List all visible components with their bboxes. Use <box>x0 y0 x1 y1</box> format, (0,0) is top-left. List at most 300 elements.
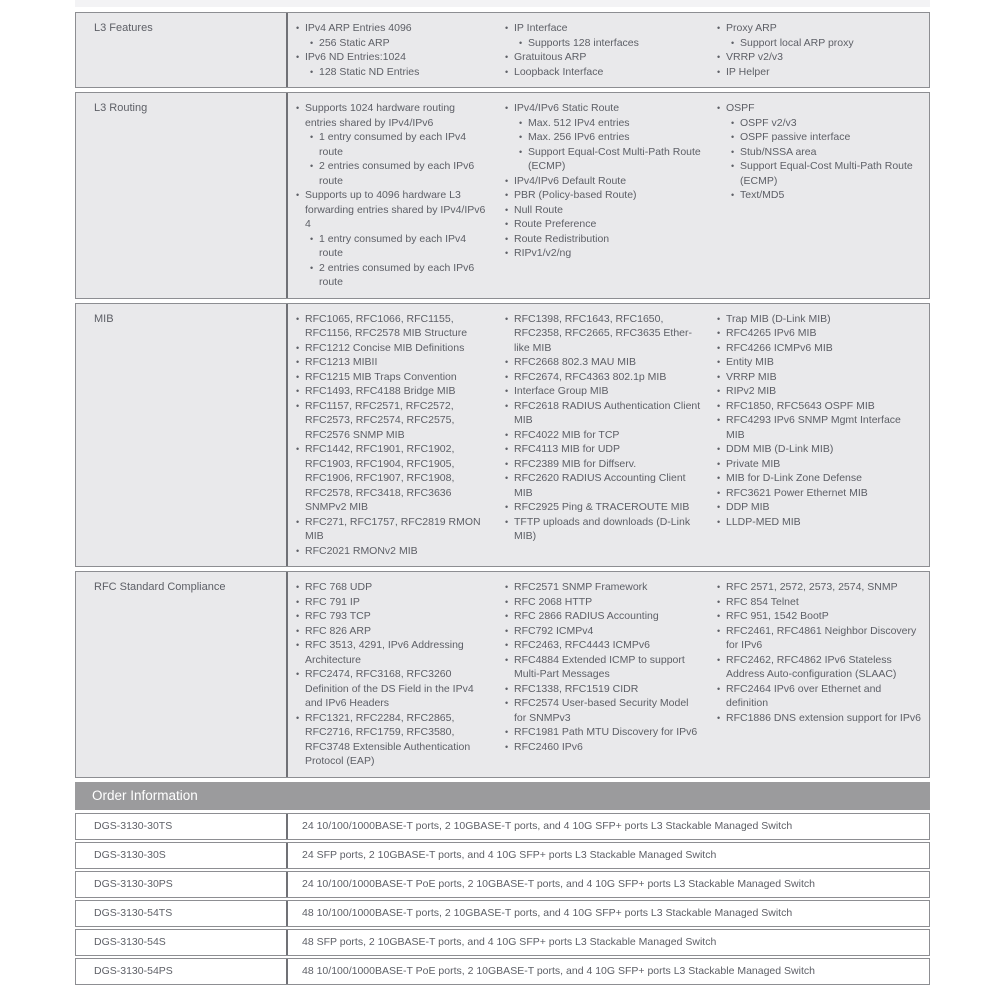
bullet-item <box>505 188 701 203</box>
bullet-text: VRRP MIB <box>726 370 777 383</box>
spec-row-label: MIB <box>76 304 288 567</box>
bullet-item <box>505 50 701 65</box>
bullet-text: Max. 256 IPv6 entries <box>528 131 630 143</box>
bullet-dot-icon: • <box>717 458 721 469</box>
bullet-dot-icon: • <box>505 204 509 215</box>
bullet-dot-icon: • <box>717 52 721 62</box>
bullet-item <box>717 341 921 356</box>
bullet-item <box>717 101 921 116</box>
spec-column <box>497 101 709 290</box>
sub-bullet-item <box>310 36 489 51</box>
bullet-item <box>717 355 921 370</box>
bullet-item <box>505 595 701 610</box>
sub-bullet-item <box>519 145 701 174</box>
bullet-dot-icon: • <box>296 611 300 621</box>
bullet-text: RFC 2068 HTTP <box>514 595 593 608</box>
spec-row-content <box>288 304 929 567</box>
bullet-dot-icon: • <box>731 117 735 128</box>
bullet-text: RFC1981 Path MTU Discovery for IPv6 <box>514 726 698 738</box>
sub-bullet-item <box>519 130 701 145</box>
bullet-text: OSPF v2/v3 <box>740 116 797 129</box>
spec-column <box>709 101 929 290</box>
bullet-item <box>505 428 701 443</box>
bullet-dot-icon: • <box>505 582 509 592</box>
bullet-item <box>505 515 701 544</box>
bullet-item <box>505 682 701 697</box>
bullet-text: RFC2462, RFC4862 IPv6 Stateless Address Auto-configuration (SLAAC) <box>726 653 897 680</box>
order-row <box>75 871 930 898</box>
bullet-item <box>505 246 701 261</box>
spec-row <box>75 571 930 778</box>
bullet-dot-icon: • <box>505 371 509 382</box>
order-description: 24 10/100/1000BASE-T PoE ports, 2 10GBASE-T ports, and 4 10G SFP+ ports L3 Stackable Managed Switch <box>302 878 815 890</box>
bullet-item <box>296 515 489 544</box>
bullet-dot-icon: • <box>296 582 300 592</box>
bullet-item <box>717 457 921 472</box>
bullet-text: IPv4/IPv6 Static Route <box>514 102 620 114</box>
bullet-text: LLDP-MED MIB <box>726 515 801 528</box>
bullet-item <box>505 457 701 472</box>
bullet-text: RFC4113 MIB for UDP <box>514 443 620 455</box>
bullet-dot-icon: • <box>505 313 509 324</box>
bullet-dot-icon: • <box>505 727 509 737</box>
bullet-item <box>505 384 701 399</box>
bullet-item <box>505 624 701 639</box>
bullet-text: RIPv2 MIB <box>726 385 777 397</box>
bullet-item <box>505 471 701 500</box>
order-description: 48 10/100/1000BASE-T PoE ports, 2 10GBASE-T ports, and 4 10G SFP+ ports L3 Stackable Managed Switch <box>302 965 815 977</box>
bullet-item <box>717 413 921 442</box>
bullet-text: RFC4293 IPv6 SNMP Mgmt Interface MIB <box>726 414 901 441</box>
bullet-item <box>505 653 701 682</box>
bullet-item <box>717 442 921 457</box>
bullet-dot-icon: • <box>717 103 721 113</box>
spec-column <box>709 21 929 79</box>
bullet-text: RFC2389 MIB for Diffserv. <box>514 457 637 470</box>
bullet-dot-icon: • <box>505 625 509 636</box>
bullet-item <box>505 696 701 725</box>
bullet-dot-icon: • <box>296 640 300 650</box>
bullet-text: RFC 3513, 4291, IPv6 Addressing Architecture <box>305 639 464 666</box>
spec-column <box>709 312 929 559</box>
sub-bullet-item <box>731 116 921 131</box>
bullet-text: RFC2574 User-based Security Model for SNMPv3 <box>514 697 689 724</box>
bullet-text: Proxy ARP <box>726 22 777 34</box>
bullet-text: RFC2571 SNMP Framework <box>514 581 648 593</box>
bullet-item <box>505 370 701 385</box>
bullet-item <box>505 21 701 36</box>
specification-table <box>75 12 930 987</box>
bullet-dot-icon: • <box>505 190 509 200</box>
bullet-text: RFC 826 ARP <box>305 624 371 637</box>
bullet-item <box>296 312 489 341</box>
bullet-dot-icon: • <box>296 625 300 636</box>
bullet-dot-icon: • <box>717 516 721 527</box>
bullet-text: Entity MIB <box>726 356 774 368</box>
bullet-dot-icon: • <box>505 698 509 708</box>
bullet-item <box>296 384 489 399</box>
bullet-dot-icon: • <box>296 313 300 324</box>
bullet-dot-icon: • <box>731 37 735 48</box>
bullet-dot-icon: • <box>717 371 721 382</box>
bullet-text: RFC1321, RFC2284, RFC2865, RFC2716, RFC1759, RFC3580, RFC3748 Extensible Authentication Protocol (EAP) <box>305 711 471 767</box>
bullet-dot-icon: • <box>717 328 721 338</box>
bullet-dot-icon: • <box>731 190 735 200</box>
bullet-text: RFC2021 RMONv2 MIB <box>305 544 418 557</box>
bullet-text: OSPF passive interface <box>740 131 851 143</box>
bullet-text: RFC1850, RFC5643 OSPF MIB <box>726 399 875 412</box>
order-model: DGS-3130-30TS <box>76 814 288 839</box>
spec-row-content <box>288 13 929 87</box>
bullet-item <box>296 50 489 65</box>
bullet-dot-icon: • <box>505 741 509 752</box>
bullet-dot-icon: • <box>296 669 300 679</box>
order-model: DGS-3130-54PS <box>76 959 288 984</box>
bullet-dot-icon: • <box>731 132 735 142</box>
order-information-header <box>75 782 930 810</box>
bullet-item <box>717 326 921 341</box>
spec-column <box>497 580 709 769</box>
order-row <box>75 900 930 927</box>
bullet-dot-icon: • <box>505 175 509 186</box>
bullet-item <box>717 609 921 624</box>
bullet-text: 2 entries consumed by each IPv6 route <box>319 261 475 288</box>
bullet-dot-icon: • <box>717 625 721 636</box>
bullet-item <box>717 682 921 711</box>
sub-bullet-item <box>310 65 489 80</box>
bullet-text: Max. 512 IPv4 entries <box>528 116 630 129</box>
bullet-item <box>505 355 701 370</box>
bullet-item <box>717 65 921 80</box>
bullet-dot-icon: • <box>717 712 721 723</box>
bullet-text: RFC2460 IPv6 <box>514 740 583 753</box>
bullet-text: RFC792 ICMPv4 <box>514 624 594 637</box>
sub-bullet-item <box>310 261 489 290</box>
spec-column <box>709 580 929 769</box>
bullet-text: OSPF <box>726 102 755 114</box>
bullet-text: 2 entries consumed by each IPv6 route <box>319 160 475 187</box>
sub-bullet-item <box>731 159 921 188</box>
bullet-dot-icon: • <box>296 545 300 556</box>
bullet-text: IPv4 ARP Entries 4096 <box>305 22 412 34</box>
bullet-dot-icon: • <box>717 444 721 454</box>
bullet-text: RFC2461, RFC4861 Neighbor Discovery for IPv6 <box>726 624 917 651</box>
bullet-text: Trap MIB (D-Link MIB) <box>726 312 831 325</box>
bullet-text: RFC2463, RFC4443 ICMPv6 <box>514 639 650 651</box>
bullet-dot-icon: • <box>717 400 721 411</box>
bullet-text: PBR (Policy-based Route) <box>514 189 637 201</box>
bullet-item <box>296 341 489 356</box>
bullet-dot-icon: • <box>505 611 509 621</box>
bullet-text: Stub/NSSA area <box>740 145 817 158</box>
bullet-text: 1 entry consumed by each IPv4 route <box>319 232 467 259</box>
bullet-text: RFC2474, RFC3168, RFC3260 Definition of the DS Field in the IPv4 and IPv6 Headers <box>305 668 474 709</box>
bullet-text: Null Route <box>514 203 564 216</box>
bullet-item <box>296 624 489 639</box>
bullet-dot-icon: • <box>296 516 300 527</box>
bullet-dot-icon: • <box>505 596 509 607</box>
spec-row-content <box>288 572 929 777</box>
bullet-text: RFC 2571, 2572, 2573, 2574, SNMP <box>726 581 898 593</box>
bullet-item <box>505 312 701 356</box>
bullet-text: IPv6 ND Entries:1024 <box>305 51 406 63</box>
bullet-item <box>717 370 921 385</box>
bullet-item <box>717 580 921 595</box>
bullet-dot-icon: • <box>717 357 721 367</box>
bullet-text: Text/MD5 <box>740 189 785 201</box>
bullet-text: Route Preference <box>514 218 597 230</box>
bullet-dot-icon: • <box>519 37 523 48</box>
bullet-text: Support Equal-Cost Multi-Path Route (ECMP) <box>740 160 913 187</box>
bullet-item <box>505 609 701 624</box>
bullet-item <box>505 500 701 515</box>
bullet-text: RFC2620 RADIUS Accounting Client MIB <box>514 472 686 499</box>
bullet-item <box>505 580 701 595</box>
bullet-item <box>717 384 921 399</box>
sub-bullet-item <box>731 145 921 160</box>
spec-row-label: RFC Standard Compliance <box>76 572 288 777</box>
sub-bullet-item <box>731 36 921 51</box>
bullet-dot-icon: • <box>296 23 300 33</box>
spec-column <box>288 101 497 290</box>
spec-row <box>75 92 930 299</box>
bullet-dot-icon: • <box>505 219 509 229</box>
bullet-dot-icon: • <box>296 52 300 62</box>
bullet-text: RFC271, RFC1757, RFC2819 RMON MIB <box>305 515 481 542</box>
bullet-text: IP Helper <box>726 65 770 78</box>
bullet-dot-icon: • <box>296 342 300 353</box>
bullet-text: DDM MIB (D-Link MIB) <box>726 443 834 455</box>
bullet-dot-icon: • <box>505 23 509 33</box>
bullet-dot-icon: • <box>717 342 721 353</box>
spec-column <box>288 580 497 769</box>
sub-bullet-item <box>310 130 489 159</box>
bullet-text: RFC1215 MIB Traps Convention <box>305 370 457 383</box>
bullet-dot-icon: • <box>505 516 509 527</box>
bullet-dot-icon: • <box>717 487 721 498</box>
bullet-dot-icon: • <box>717 582 721 592</box>
spec-row <box>75 303 930 568</box>
bullet-dot-icon: • <box>310 37 314 48</box>
bullet-item <box>505 740 701 755</box>
bullet-dot-icon: • <box>519 132 523 142</box>
bullet-dot-icon: • <box>296 190 300 200</box>
bullet-dot-icon: • <box>717 611 721 621</box>
bullet-dot-icon: • <box>296 596 300 607</box>
bullet-item <box>717 624 921 653</box>
bullet-text: RFC4266 ICMPv6 MIB <box>726 341 833 354</box>
order-information-table <box>75 813 930 985</box>
order-model: DGS-3130-54S <box>76 930 288 955</box>
bullet-item <box>296 188 489 232</box>
bullet-text: RFC2464 IPv6 over Ethernet and definition <box>726 682 882 709</box>
bullet-dot-icon: • <box>717 654 721 665</box>
bullet-item <box>296 667 489 711</box>
bullet-item <box>505 638 701 653</box>
spec-column <box>288 312 497 559</box>
spec-row-label: L3 Routing <box>76 93 288 298</box>
bullet-item <box>717 595 921 610</box>
order-row <box>75 958 930 985</box>
bullet-text: Interface Group MIB <box>514 385 609 397</box>
bullet-text: Route Redistribution <box>514 232 610 245</box>
bullet-dot-icon: • <box>296 103 300 113</box>
bullet-item <box>717 471 921 486</box>
bullet-text: RFC2668 802.3 MAU MIB <box>514 356 636 368</box>
bullet-item <box>296 21 489 36</box>
bullet-dot-icon: • <box>505 103 509 113</box>
bullet-item <box>717 500 921 515</box>
bullet-item <box>505 442 701 457</box>
bullet-text: RFC1442, RFC1901, RFC1902, RFC1903, RFC1904, RFC1905, RFC1906, RFC1907, RFC1908, RFC2578, RFC3418, RFC3636 SNMPv2 MIB <box>305 443 455 513</box>
spec-column <box>497 312 709 559</box>
bullet-dot-icon: • <box>505 66 509 77</box>
bullet-dot-icon: • <box>505 233 509 244</box>
bullet-text: 128 Static ND Entries <box>319 65 420 78</box>
bullet-dot-icon: • <box>310 233 314 244</box>
spec-row <box>75 12 930 88</box>
bullet-text: RFC 951, 1542 BootP <box>726 610 829 622</box>
bullet-item <box>717 50 921 65</box>
order-information-title: Order Information <box>92 787 198 803</box>
bullet-dot-icon: • <box>505 248 509 258</box>
bullet-dot-icon: • <box>717 66 721 77</box>
bullet-item <box>717 312 921 327</box>
bullet-text: RIPv1/v2/ng <box>514 247 572 259</box>
bullet-text: RFC1398, RFC1643, RFC1650, RFC2358, RFC2665, RFC3635 Ether-like MIB <box>514 312 692 354</box>
bullet-text: Support Equal-Cost Multi-Path Route (ECMP) <box>528 145 701 172</box>
bullet-dot-icon: • <box>505 502 509 512</box>
bullet-text: RFC4884 Extended ICMP to support Multi-Part Messages <box>514 653 685 680</box>
bullet-item <box>717 515 921 530</box>
bullet-text: Private MIB <box>726 457 781 470</box>
bullet-text: MIB for D-Link Zone Defense <box>726 472 862 484</box>
sub-bullet-item <box>519 36 701 51</box>
bullet-dot-icon: • <box>505 52 509 62</box>
spec-row-label: L3 Features <box>76 13 288 87</box>
bullet-dot-icon: • <box>505 473 509 483</box>
bullet-text: RFC1212 Concise MIB Definitions <box>305 341 465 354</box>
bullet-item <box>296 355 489 370</box>
bullet-text: RFC4265 IPv6 MIB <box>726 327 817 339</box>
order-row <box>75 929 930 956</box>
bullet-dot-icon: • <box>717 596 721 607</box>
spec-column <box>288 21 497 79</box>
bullet-text: Supports 128 interfaces <box>528 36 639 49</box>
bullet-text: DDP MIB <box>726 501 770 513</box>
bullet-text: 1 entry consumed by each IPv4 route <box>319 131 467 158</box>
bullet-item <box>296 101 489 130</box>
bullet-item <box>505 65 701 80</box>
bullet-item <box>296 609 489 624</box>
bullet-text: RFC 791 IP <box>305 595 360 608</box>
bullet-item <box>717 486 921 501</box>
bullet-text: IPv4/IPv6 Default Route <box>514 174 627 187</box>
order-description: 24 10/100/1000BASE-T ports, 2 10GBASE-T ports, and 4 10G SFP+ ports L3 Stackable Managed Switch <box>302 820 793 832</box>
spec-row-content <box>288 93 929 298</box>
bullet-dot-icon: • <box>519 146 523 157</box>
bullet-dot-icon: • <box>296 712 300 723</box>
bullet-dot-icon: • <box>717 23 721 33</box>
sub-bullet-item <box>310 159 489 188</box>
bullet-dot-icon: • <box>505 444 509 454</box>
bullet-item <box>717 711 921 726</box>
bullet-dot-icon: • <box>505 458 509 469</box>
bullet-item <box>505 399 701 428</box>
bullet-item <box>717 21 921 36</box>
bullet-item <box>505 217 701 232</box>
bullet-dot-icon: • <box>717 313 721 324</box>
bullet-text: 256 Static ARP <box>319 36 390 49</box>
bullet-text: RFC1886 DNS extension support for IPv6 <box>726 711 921 724</box>
bullet-dot-icon: • <box>505 386 509 396</box>
bullet-dot-icon: • <box>717 386 721 396</box>
bullet-dot-icon: • <box>310 262 314 273</box>
spec-column <box>497 21 709 79</box>
order-row <box>75 842 930 869</box>
bullet-dot-icon: • <box>717 502 721 512</box>
order-description: 48 10/100/1000BASE-T ports, 2 10GBASE-T ports, and 4 10G SFP+ ports L3 Stackable Managed Switch <box>302 907 793 919</box>
order-description: 24 SFP ports, 2 10GBASE-T ports, and 4 10G SFP+ ports L3 Stackable Managed Switch <box>302 849 717 861</box>
bullet-dot-icon: • <box>296 400 300 411</box>
bullet-text: Support local ARP proxy <box>740 36 854 49</box>
bullet-dot-icon: • <box>717 415 721 425</box>
bullet-dot-icon: • <box>717 683 721 694</box>
sub-bullet-item <box>731 130 921 145</box>
bullet-text: RFC 793 TCP <box>305 610 371 622</box>
bullet-text: Loopback Interface <box>514 65 604 78</box>
bullet-dot-icon: • <box>505 683 509 694</box>
bullet-text: Gratuitous ARP <box>514 51 587 63</box>
bullet-dot-icon: • <box>296 386 300 396</box>
bullet-text: RFC 2866 RADIUS Accounting <box>514 610 659 622</box>
bullet-dot-icon: • <box>310 161 314 171</box>
bullet-text: RFC 768 UDP <box>305 581 373 593</box>
sub-bullet-item <box>310 232 489 261</box>
bullet-dot-icon: • <box>731 146 735 157</box>
bullet-dot-icon: • <box>717 473 721 483</box>
bullet-text: Supports up to 4096 hardware L3 forwarding entries shared by IPv4/IPv6 4 <box>305 189 486 230</box>
bullet-text: RFC4022 MIB for TCP <box>514 428 620 441</box>
bullet-text: RFC1493, RFC4188 Bridge MIB <box>305 385 456 397</box>
order-model: DGS-3130-30S <box>76 843 288 868</box>
bullet-dot-icon: • <box>519 117 523 128</box>
bullet-text: RFC3621 Power Ethernet MIB <box>726 486 868 499</box>
bullet-item <box>505 203 701 218</box>
order-model: DGS-3130-54TS <box>76 901 288 926</box>
bullet-dot-icon: • <box>296 371 300 382</box>
bullet-text: VRRP v2/v3 <box>726 51 783 63</box>
bullet-item <box>717 653 921 682</box>
bullet-item <box>296 595 489 610</box>
bullet-dot-icon: • <box>310 66 314 77</box>
bullet-item <box>296 711 489 769</box>
sub-bullet-item <box>519 116 701 131</box>
bullet-item <box>296 442 489 515</box>
bullet-text: RFC1213 MIBII <box>305 356 378 368</box>
bullet-text: RFC1065, RFC1066, RFC1155, RFC1156, RFC2578 MIB Structure <box>305 312 468 339</box>
bullet-dot-icon: • <box>296 357 300 367</box>
bullet-item <box>505 725 701 740</box>
bullet-text: RFC2925 Ping & TRACEROUTE MIB <box>514 501 690 513</box>
bullet-text: RFC1157, RFC2571, RFC2572, RFC2573, RFC2574, RFC2575, RFC2576 SNMP MIB <box>305 399 455 441</box>
bullet-text: RFC 854 Telnet <box>726 595 799 608</box>
bullet-text: RFC2674, RFC4363 802.1p MIB <box>514 370 667 383</box>
bullet-dot-icon: • <box>505 654 509 665</box>
bullet-dot-icon: • <box>505 357 509 367</box>
bullet-item <box>505 101 701 116</box>
bullet-text: IP Interface <box>514 22 568 34</box>
